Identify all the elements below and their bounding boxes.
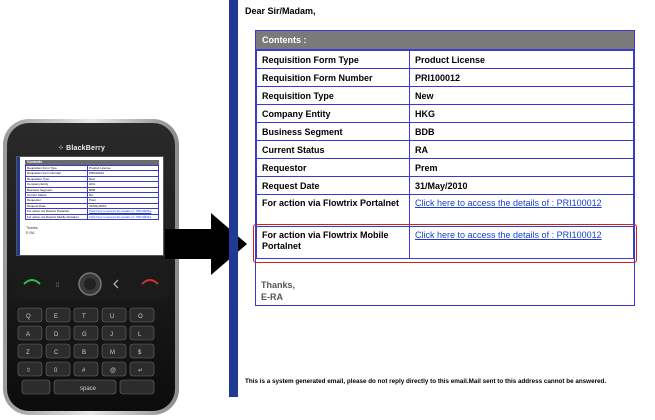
- email-greeting: Dear Sir/Madam,: [245, 6, 316, 16]
- mini-table-row: [26, 214, 159, 219]
- portal-row-label: For action via Flowtrix Portalnet: [257, 195, 410, 227]
- mini-row-label: Company Entity: [26, 182, 88, 187]
- mobile-portal-row-label: For action via Flowtrix Mobile Portalnet: [257, 227, 410, 259]
- thanks-text: Thanks,: [261, 280, 296, 290]
- signature-text: E-RA: [261, 292, 283, 302]
- mini-row-value: BDB: [88, 187, 159, 192]
- row-label: Requestor: [257, 159, 410, 177]
- svg-text:M: M: [110, 350, 115, 356]
- table-row: [257, 141, 634, 159]
- svg-text:A: A: [26, 332, 31, 338]
- row-label: Business Segment: [257, 123, 410, 141]
- mini-table-row: [26, 209, 159, 214]
- svg-text:Z: Z: [26, 350, 30, 356]
- svg-text:0: 0: [54, 368, 58, 374]
- mini-row-label: Business Segment: [26, 187, 88, 192]
- mini-row-label: Current Status: [26, 193, 88, 198]
- svg-text:↵: ↵: [138, 368, 144, 374]
- contents-header: Contents :: [256, 31, 634, 50]
- table-row: [257, 69, 634, 87]
- row-value: HKG: [410, 105, 634, 123]
- svg-text:G: G: [82, 332, 87, 338]
- blackberry-dots-icon: ⁘: [58, 145, 65, 152]
- svg-text:⁞⁞: ⁞⁞: [56, 283, 60, 289]
- table-row: [257, 87, 634, 105]
- mini-row-value: New: [88, 176, 159, 181]
- svg-text:J: J: [110, 332, 113, 338]
- row-value: New: [410, 87, 634, 105]
- mobile-portal-row: [257, 227, 634, 259]
- svg-text:Q: Q: [26, 314, 31, 320]
- row-label: Request Date: [257, 177, 410, 195]
- row-value: 31/May/2010: [410, 177, 634, 195]
- row-value: Product License: [410, 51, 634, 69]
- row-label: Requisition Form Number: [257, 69, 410, 87]
- svg-text:L: L: [138, 332, 142, 338]
- mini-row-value: HKG: [88, 182, 159, 187]
- mini-row-value: PRI100012: [88, 171, 159, 176]
- email-signoff: [261, 279, 295, 303]
- svg-text:space: space: [80, 386, 97, 392]
- table-row: [257, 159, 634, 177]
- row-label: Requisition Form Type: [257, 51, 410, 69]
- table-row: [257, 123, 634, 141]
- system-footer-note: This is a system generated email, please do not reply directly to this email.Mail sent to this address cannot be answered.: [245, 378, 607, 385]
- svg-text:C: C: [54, 350, 59, 356]
- mini-row-label: Requisition Form Number: [26, 171, 88, 176]
- mini-row-label: Requisition Form Type: [26, 166, 88, 171]
- row-value: RA: [410, 141, 634, 159]
- row-label: Current Status: [257, 141, 410, 159]
- svg-text:D: D: [54, 332, 59, 338]
- mini-details-link[interactable]: Click here to access the details of : PRI100012: [88, 214, 159, 219]
- mini-thanks: Thanks, E-RA: [26, 226, 39, 236]
- mini-accent-bar: [17, 157, 20, 256]
- mini-row-label: For action via Flowtrix Mobile Portalnet: [26, 214, 88, 219]
- row-value: BDB: [410, 123, 634, 141]
- portal-row: [257, 195, 634, 227]
- mini-row-label: For action via Flowtrix Portalnet: [26, 209, 88, 214]
- row-label: Requisition Type: [257, 87, 410, 105]
- svg-text:T: T: [82, 314, 86, 320]
- svg-text:U: U: [110, 314, 115, 320]
- mini-contents-header: Contents: [25, 160, 159, 165]
- contents-panel: [255, 30, 635, 306]
- row-value: Prem: [410, 159, 634, 177]
- svg-text:B: B: [82, 350, 87, 356]
- mini-row-value: RA: [88, 193, 159, 198]
- table-row: [257, 105, 634, 123]
- email-accent-bar: [229, 0, 238, 397]
- mini-details-table: [25, 165, 159, 220]
- svg-text:⇧: ⇧: [26, 368, 32, 374]
- mobile-portal-details-link[interactable]: Click here to access the details of : PRI100012: [410, 227, 634, 259]
- mini-row-label: Requisition Type: [26, 176, 88, 181]
- mini-row-value: Prem: [88, 198, 159, 203]
- mini-row-label: Request Date: [26, 203, 88, 208]
- svg-text:#: #: [82, 368, 86, 374]
- blackberry-logo: ⁘ BlackBerry: [58, 145, 106, 152]
- table-row: [257, 51, 634, 69]
- mini-row-value: Product License: [88, 166, 159, 171]
- svg-text:$: $: [138, 350, 142, 356]
- row-label: Company Entity: [257, 105, 410, 123]
- table-row: [257, 177, 634, 195]
- mini-row-value: 31/May/2010: [88, 203, 159, 208]
- row-value: PRI100012: [410, 69, 634, 87]
- svg-text:E: E: [54, 314, 59, 320]
- svg-text:@: @: [110, 368, 117, 374]
- blackberry-phone: [2, 118, 182, 418]
- details-table: [256, 50, 634, 259]
- mini-details-link[interactable]: Click here to access the details of : PRI100012: [88, 209, 159, 214]
- svg-text:O: O: [138, 314, 143, 320]
- mini-row-label: Requestor: [26, 198, 88, 203]
- portal-details-link[interactable]: Click here to access the details of : PRI100012: [410, 195, 634, 227]
- phone-screen: [16, 156, 164, 256]
